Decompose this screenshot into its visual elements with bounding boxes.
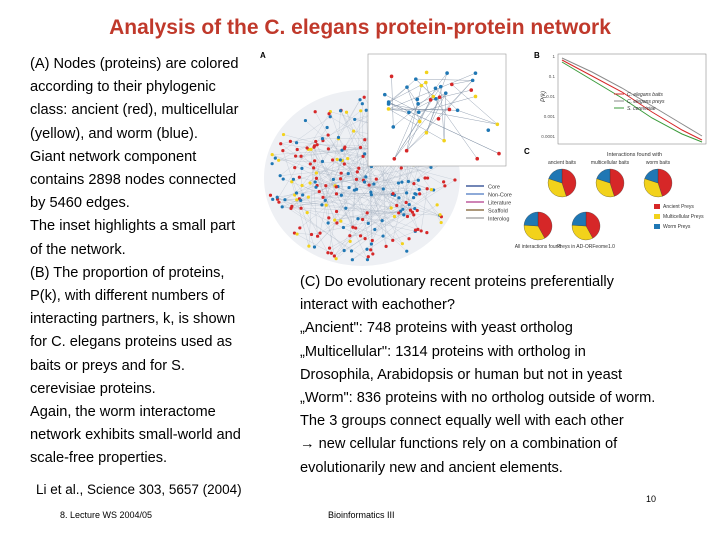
network-node bbox=[332, 178, 335, 181]
network-node bbox=[381, 234, 384, 237]
network-node bbox=[412, 196, 415, 199]
legend-label: Interolog bbox=[488, 216, 510, 223]
inset-node bbox=[497, 152, 501, 156]
network-node bbox=[400, 166, 403, 169]
network-node bbox=[366, 211, 369, 214]
panel-b-label: B bbox=[534, 51, 540, 60]
network-node bbox=[326, 126, 329, 129]
network-node bbox=[405, 191, 408, 194]
figure-panel bbox=[262, 48, 712, 268]
network-node bbox=[397, 211, 400, 214]
network-node bbox=[356, 217, 359, 220]
network-node bbox=[363, 96, 366, 99]
network-node bbox=[443, 184, 446, 187]
network-node bbox=[407, 180, 410, 183]
inset-node bbox=[471, 79, 475, 83]
pie-legend-label: Multicellular Preys bbox=[663, 214, 704, 220]
network-node bbox=[395, 204, 398, 207]
network-node bbox=[352, 129, 355, 132]
network-node bbox=[420, 229, 423, 232]
network-node bbox=[367, 255, 370, 258]
inset-node bbox=[486, 128, 490, 132]
network-node bbox=[321, 137, 324, 140]
network-node bbox=[401, 208, 404, 211]
network-node bbox=[279, 142, 282, 145]
network-node bbox=[329, 115, 332, 118]
plot-b-ytick: 0.0001 bbox=[541, 134, 555, 139]
network-node bbox=[324, 184, 327, 187]
network-node bbox=[405, 250, 408, 253]
inset-node bbox=[444, 91, 448, 95]
network-node bbox=[361, 218, 364, 221]
text-line: interacting partners, k, is shown bbox=[30, 311, 236, 328]
network-node bbox=[327, 216, 330, 219]
inset-node bbox=[392, 157, 396, 161]
network-node bbox=[335, 192, 338, 195]
network-node bbox=[301, 193, 304, 196]
network-node bbox=[416, 209, 419, 212]
network-node bbox=[359, 146, 362, 149]
pie-legend-label: Worm Preys bbox=[663, 224, 691, 230]
network-node bbox=[295, 198, 298, 201]
network-node bbox=[400, 180, 403, 183]
pie-header: Interactions found with bbox=[607, 152, 663, 158]
network-node bbox=[312, 166, 315, 169]
network-node bbox=[436, 203, 439, 206]
network-node bbox=[295, 141, 298, 144]
network-node bbox=[298, 226, 301, 229]
network-node bbox=[304, 119, 307, 122]
inset-node bbox=[387, 107, 391, 111]
network-node bbox=[405, 201, 408, 204]
network-node bbox=[393, 215, 396, 218]
inset-node bbox=[496, 123, 500, 127]
network-node bbox=[397, 181, 400, 184]
network-node bbox=[321, 160, 324, 163]
inset-node bbox=[425, 71, 429, 75]
network-node bbox=[308, 181, 311, 184]
panel-a-label: A bbox=[260, 51, 266, 60]
inset-node bbox=[474, 71, 478, 75]
text-line: (A) Nodes (proteins) are colored bbox=[30, 56, 239, 72]
text-line: by 5460 edges. bbox=[30, 195, 130, 212]
network-node bbox=[350, 249, 353, 252]
network-node bbox=[330, 252, 333, 255]
text-line: according to their phylogenic bbox=[30, 79, 216, 96]
network-node bbox=[294, 154, 297, 157]
network-node bbox=[372, 182, 375, 185]
network-node bbox=[382, 187, 385, 190]
network-node bbox=[363, 152, 366, 155]
network-node bbox=[353, 189, 356, 192]
network-node bbox=[321, 196, 324, 199]
legend-label: Non-Core bbox=[488, 192, 512, 199]
inset-node bbox=[407, 110, 411, 114]
network-node bbox=[339, 158, 342, 161]
network-node bbox=[331, 158, 334, 161]
footer-course: Bioinformatics III bbox=[328, 510, 395, 520]
plot-b-ytick: 0.001 bbox=[543, 114, 555, 119]
text-line: (C) Do evolutionary recent proteins preferentially bbox=[300, 274, 614, 290]
plot-b-legend-label: C. elegans baits bbox=[627, 92, 663, 98]
plot-b-ytick: 1 bbox=[552, 54, 555, 59]
network-node bbox=[412, 182, 415, 185]
network-node bbox=[313, 159, 316, 162]
network-node bbox=[296, 148, 299, 151]
inset-node bbox=[415, 98, 419, 102]
network-node bbox=[381, 219, 384, 222]
network-node bbox=[351, 258, 354, 261]
pie-legend-label: Ancient Preys bbox=[663, 204, 694, 210]
network-node bbox=[370, 193, 373, 196]
network-node bbox=[279, 174, 282, 177]
inset-node bbox=[414, 77, 418, 81]
pie-slice bbox=[524, 212, 538, 226]
network-node bbox=[364, 175, 367, 178]
network-node bbox=[408, 203, 411, 206]
network-node bbox=[397, 196, 400, 199]
text-line: „Worm": 836 proteins with no ortholog outside of worm. bbox=[300, 390, 656, 407]
network-node bbox=[339, 177, 342, 180]
network-node bbox=[363, 180, 366, 183]
network-node bbox=[315, 177, 318, 180]
text-line: of the network. bbox=[30, 241, 126, 258]
network-node bbox=[359, 109, 362, 112]
network-node bbox=[316, 143, 319, 146]
pie-legend-swatch bbox=[654, 224, 660, 229]
network-node bbox=[316, 235, 319, 238]
network-node bbox=[418, 188, 421, 191]
network-node bbox=[347, 186, 350, 189]
network-node bbox=[391, 192, 394, 195]
network-node bbox=[355, 178, 358, 181]
network-node bbox=[340, 172, 343, 175]
inset-node bbox=[417, 110, 421, 114]
network-node bbox=[333, 254, 336, 257]
network-node bbox=[314, 110, 317, 113]
network-node bbox=[373, 228, 376, 231]
network-node bbox=[353, 118, 356, 121]
inset-node bbox=[469, 88, 473, 92]
legend-label: Core bbox=[488, 184, 500, 191]
figure-graphic bbox=[262, 48, 712, 268]
network-node bbox=[293, 166, 296, 169]
network-node bbox=[313, 245, 316, 248]
network-node bbox=[292, 178, 295, 181]
legend-label: Scaffold bbox=[488, 208, 508, 215]
text-line: The 3 groups connect equally well with each other bbox=[300, 413, 624, 430]
network-node bbox=[295, 191, 298, 194]
network-node bbox=[384, 245, 387, 248]
inset-node bbox=[438, 95, 442, 99]
network-node bbox=[327, 147, 330, 150]
network-node bbox=[300, 167, 303, 170]
network-node bbox=[375, 178, 378, 181]
network-node bbox=[418, 192, 421, 195]
plot-b-ytick: 0.01 bbox=[546, 94, 555, 99]
network-node bbox=[277, 159, 280, 162]
inset-node bbox=[439, 85, 443, 89]
network-node bbox=[299, 207, 302, 210]
inset-node bbox=[420, 84, 424, 88]
network-node bbox=[325, 204, 328, 207]
inset-node bbox=[387, 102, 391, 106]
network-node bbox=[354, 226, 357, 229]
inset-node bbox=[437, 117, 441, 121]
network-node bbox=[371, 252, 374, 255]
network-node bbox=[318, 232, 321, 235]
network-node bbox=[339, 220, 342, 223]
network-node bbox=[413, 192, 416, 195]
network-node bbox=[357, 167, 360, 170]
network-node bbox=[343, 249, 346, 252]
network-node bbox=[406, 215, 409, 218]
pie-column-label: ancient baits bbox=[547, 160, 577, 166]
text-line: scale-free properties. bbox=[30, 450, 168, 467]
network-node bbox=[340, 149, 343, 152]
network-node bbox=[327, 221, 330, 224]
network-node bbox=[309, 162, 312, 165]
pie-panel bbox=[515, 152, 704, 250]
inset-node bbox=[383, 93, 387, 97]
network-node bbox=[411, 211, 414, 214]
inset-node bbox=[405, 149, 409, 153]
inset-node bbox=[405, 85, 409, 89]
network-node bbox=[307, 245, 310, 248]
network-node bbox=[365, 248, 368, 251]
network-node bbox=[402, 213, 405, 216]
network-node bbox=[315, 171, 318, 174]
network-node bbox=[327, 133, 330, 136]
footer-lecture: 8. Lecture WS 2004/05 bbox=[60, 510, 153, 520]
network-node bbox=[306, 211, 309, 214]
network-node bbox=[276, 196, 279, 199]
inset-node bbox=[424, 81, 428, 85]
network-node bbox=[440, 221, 443, 224]
network-node bbox=[438, 213, 441, 216]
network-node bbox=[271, 153, 274, 156]
network-node bbox=[340, 194, 343, 197]
network-node bbox=[417, 179, 420, 182]
text-line: interact with eachother? bbox=[300, 297, 455, 314]
plot-b-legend-label: C. elegans preys bbox=[627, 99, 665, 105]
network-node bbox=[335, 185, 338, 188]
network-node bbox=[364, 237, 367, 240]
inset-node bbox=[450, 83, 454, 87]
network-node bbox=[281, 205, 284, 208]
network-node bbox=[342, 226, 345, 229]
network-node bbox=[371, 239, 374, 242]
network-node bbox=[367, 222, 370, 225]
pie-bottom-label: Preys in AD-ORFeome1.0 bbox=[557, 244, 615, 250]
network-node bbox=[430, 188, 433, 191]
network-node bbox=[370, 242, 373, 245]
network-node bbox=[274, 157, 277, 160]
network-node bbox=[349, 240, 352, 243]
network-node bbox=[391, 239, 394, 242]
network-node bbox=[312, 146, 315, 149]
text-line: (yellow), and worm (blue). bbox=[30, 125, 198, 142]
inset-node bbox=[431, 95, 435, 99]
text-line: baits or preys and for S. bbox=[30, 357, 185, 374]
text-line: for C. elegans proteins used as bbox=[30, 334, 232, 351]
edge-legend bbox=[466, 185, 512, 223]
network-node bbox=[320, 203, 323, 206]
network-node bbox=[318, 190, 321, 193]
network-node bbox=[324, 199, 327, 202]
inset-node bbox=[442, 139, 446, 143]
network-node bbox=[314, 186, 317, 189]
network-node bbox=[356, 170, 359, 173]
network-node bbox=[282, 177, 285, 180]
text-line: contains 2898 nodes connected bbox=[30, 172, 237, 189]
inset-node bbox=[391, 125, 395, 129]
network-node bbox=[344, 207, 347, 210]
network-node bbox=[363, 138, 366, 141]
network-node bbox=[351, 226, 354, 229]
network-node bbox=[367, 183, 370, 186]
network-node bbox=[336, 158, 339, 161]
text-line: Drosophila, Arabidopsis or human but not in yeast bbox=[300, 366, 623, 383]
network-node bbox=[361, 102, 364, 105]
network-node bbox=[401, 242, 404, 245]
network-node bbox=[299, 199, 302, 202]
pie-bottom-label: All interactions found bbox=[514, 244, 562, 250]
citation: Li et al., Science 303, 5657 (2004) bbox=[36, 482, 242, 497]
network-node bbox=[314, 180, 317, 183]
network-node bbox=[412, 213, 415, 216]
plot-b-legend-label: S. cerevisiae bbox=[627, 106, 656, 112]
network-node bbox=[282, 133, 285, 136]
network-node bbox=[310, 233, 313, 236]
page-number: 10 bbox=[646, 494, 657, 504]
network-node bbox=[334, 257, 337, 260]
left-description bbox=[30, 53, 265, 471]
plot-b-ytick: 0.1 bbox=[548, 74, 555, 79]
text-line: Giant network component bbox=[30, 148, 197, 165]
network-node bbox=[337, 136, 340, 139]
network-node bbox=[271, 198, 274, 201]
network-node bbox=[346, 157, 349, 160]
network-node bbox=[300, 184, 303, 187]
network-node bbox=[277, 201, 280, 204]
inset-node bbox=[434, 86, 438, 90]
text-line: → new cellular functions rely on a combination of bbox=[300, 436, 618, 453]
network-node bbox=[390, 206, 393, 209]
network-node bbox=[348, 234, 351, 237]
network-node bbox=[283, 198, 286, 201]
network-node bbox=[299, 155, 302, 158]
network-node bbox=[369, 248, 372, 251]
network-node bbox=[335, 221, 338, 224]
pie-column-label: multicellular baits bbox=[590, 160, 630, 166]
network-node bbox=[289, 207, 292, 210]
inset-node bbox=[429, 98, 433, 102]
pie-column-label: worm baits bbox=[645, 160, 671, 166]
network-node bbox=[369, 191, 372, 194]
network-node bbox=[343, 145, 346, 148]
inset-node bbox=[456, 109, 460, 113]
text-line: network exhibits small-world and bbox=[30, 427, 241, 444]
network-node bbox=[295, 232, 298, 235]
degree-plot bbox=[541, 54, 706, 144]
network-node bbox=[359, 234, 362, 237]
network-node bbox=[358, 98, 361, 101]
network-node bbox=[423, 176, 426, 179]
network-node bbox=[343, 162, 346, 165]
network-node bbox=[269, 194, 272, 197]
network-node bbox=[425, 231, 428, 234]
network-node bbox=[426, 187, 429, 190]
network-node bbox=[365, 109, 368, 112]
text-line: cerevisiae proteins. bbox=[30, 380, 156, 397]
network-node bbox=[407, 237, 410, 240]
network-node bbox=[414, 229, 417, 232]
network-node bbox=[453, 178, 456, 181]
inset-node bbox=[448, 108, 452, 112]
inset-node bbox=[418, 120, 422, 124]
network-node bbox=[281, 149, 284, 152]
inset-node bbox=[474, 95, 478, 99]
inset-node bbox=[445, 71, 449, 75]
right-description bbox=[300, 271, 710, 480]
pie-slice bbox=[572, 212, 586, 226]
text-line: The inset highlights a small part bbox=[30, 218, 236, 235]
network-node bbox=[298, 176, 301, 179]
network-node bbox=[345, 111, 348, 114]
inset-node bbox=[425, 131, 429, 135]
network-node bbox=[347, 172, 350, 175]
network-node bbox=[335, 210, 338, 213]
panel-c-label: C bbox=[524, 147, 530, 156]
inset-node bbox=[416, 102, 420, 106]
inset-node bbox=[475, 157, 479, 161]
network-node bbox=[333, 218, 336, 221]
network-node bbox=[327, 112, 330, 115]
pie-legend-swatch bbox=[654, 204, 660, 209]
network-node bbox=[366, 258, 369, 261]
network-node bbox=[307, 196, 310, 199]
plot-b-ylabel: P(k) bbox=[541, 91, 547, 102]
text-line: (B) The proportion of proteins, bbox=[30, 264, 225, 281]
page-title: Analysis of the C. elegans protein-protein network bbox=[109, 16, 611, 39]
network-node bbox=[314, 140, 317, 143]
network-node bbox=[289, 140, 292, 143]
text-line: „Ancient": 748 proteins with yeast ortholog bbox=[300, 320, 573, 337]
network-node bbox=[442, 180, 445, 183]
network-node bbox=[339, 109, 342, 112]
text-line: Again, the worm interactome bbox=[30, 404, 216, 421]
inset-node bbox=[390, 75, 394, 79]
network-node bbox=[271, 162, 274, 165]
pie-legend-swatch bbox=[654, 214, 660, 219]
text-line: „Multicellular": 1314 proteins with ortholog in bbox=[300, 343, 586, 360]
legend-label: Literature bbox=[488, 200, 512, 207]
network-node bbox=[306, 146, 309, 149]
network-node bbox=[326, 251, 329, 254]
text-line: class: ancient (red), multicellular bbox=[30, 102, 239, 119]
network-node bbox=[328, 247, 331, 250]
text-line: P(k), with different numbers of bbox=[30, 288, 225, 305]
text-line: evolutionarily new and ancient elements. bbox=[300, 459, 563, 476]
